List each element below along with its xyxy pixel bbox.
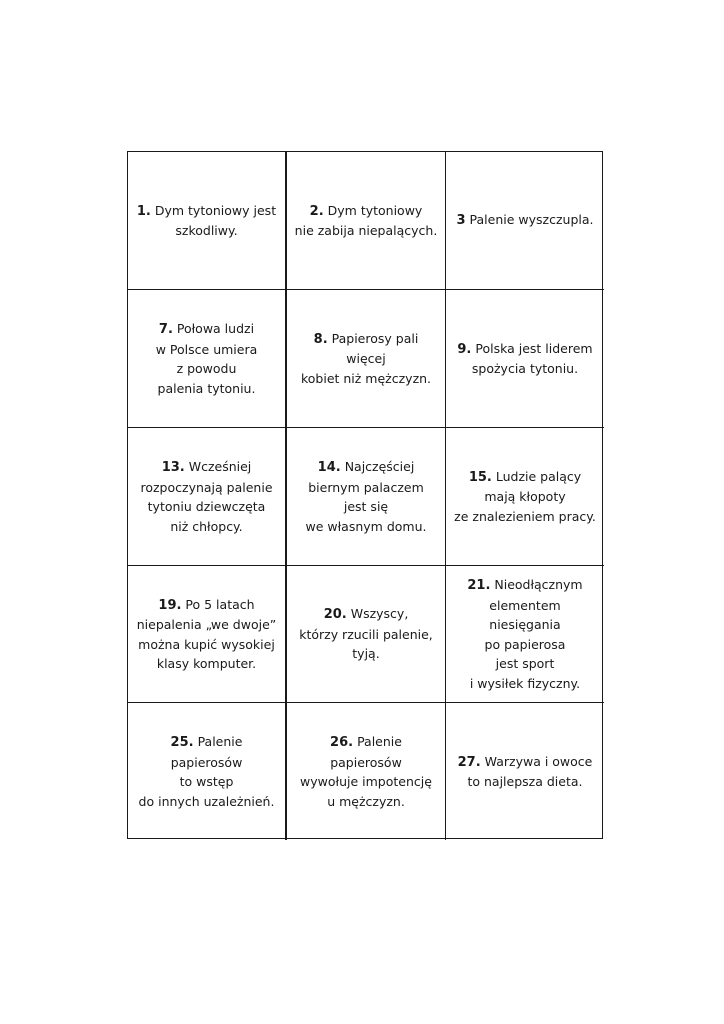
card-number: 15. [468,469,492,485]
card [128,428,287,566]
card-text: Ludzie palący mają kłopoty ze znalezieniem pracy. [454,468,596,524]
card-text: Palenie papierosów wywołuje impotencję u mężczyzn. [300,734,432,809]
card-number: 8. [313,331,328,347]
card-number: 27. [457,754,481,770]
card [446,566,604,703]
card-number: 19. [158,597,182,613]
card-statement [457,210,594,231]
card [446,703,604,840]
card-text: Wcześniej rozpoczynają palenie tytoniu dziewczęta niż chłopcy. [140,459,273,534]
card-number: 1. [136,203,151,219]
card-statement [458,752,593,792]
card-statement [137,201,276,241]
card [128,703,287,840]
card-text: Polska jest liderem spożycia tytoniu. [471,340,593,376]
card-statement [295,201,438,241]
card-text: Papierosy pali więcej kobiet niż mężczyzn. [300,330,432,386]
card-statement [452,575,598,693]
card-text: Nieodłącznym elementem niesięgania po papierosa jest sport i wysiłek fizyczny. [469,577,583,691]
card-text: Dym tytoniowy nie zabija niepalących. [294,202,438,238]
card-statement [134,732,279,811]
card-statement [137,595,276,674]
card [287,428,446,566]
card [128,152,287,290]
card-number: 9. [457,341,472,357]
card-text: Najczęściej biernym palaczem jest się we własnym domu. [305,459,427,534]
card [446,290,604,428]
card-number: 26. [330,735,354,750]
card-number: 20. [323,607,347,623]
card-number: 13. [161,460,185,475]
card-text: Po 5 latach niepalenia „we dwoje” można kupić wysokiej klasy komputer. [136,596,277,671]
statement-card-grid [127,151,603,839]
card-number: 2. [309,203,324,219]
card-statement [454,467,596,527]
card [287,566,446,703]
card-text: Warzywa i owoce to najlepsza dieta. [467,753,593,789]
card-statement [306,457,427,536]
card-text: Palenie papierosów to wstęp do innych uzależnień. [138,734,275,809]
card-number: 25. [170,735,194,750]
card-statement [293,732,439,811]
card-statement [293,329,439,389]
card-number: 3 [456,213,466,229]
card [128,566,287,703]
card [287,290,446,428]
card [446,428,604,566]
card-statement [140,457,272,536]
card-number: 7. [158,322,173,337]
card-text: Palenie wyszczupla. [469,212,594,228]
card-number: 21. [467,578,491,593]
card [128,290,287,428]
card-text: Dym tytoniowy jest szkodliwy. [154,202,277,238]
card [287,703,446,840]
card [446,152,604,290]
card-text: Połowa ludzi w Polsce umiera z powodu palenia tytoniu. [155,321,258,396]
card-text: Wszyscy, którzy rzucili palenie, tyją. [299,606,433,662]
card-statement [457,339,592,379]
card-statement [299,604,433,664]
card [287,152,446,290]
card-statement [156,319,258,398]
card-number: 14. [317,460,341,475]
